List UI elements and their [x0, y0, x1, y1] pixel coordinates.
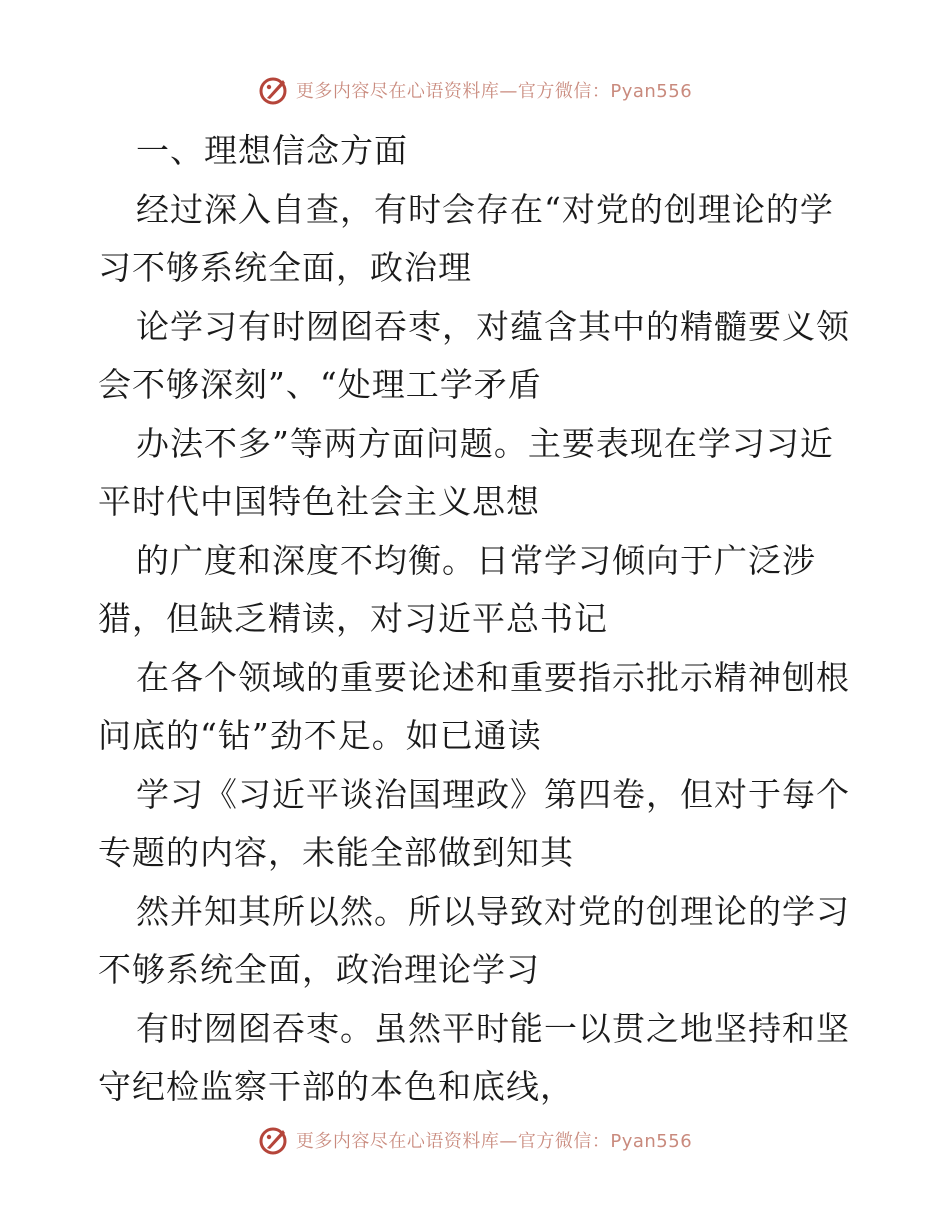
- text-line: 经过深入自查，有时会存在“对党的创理论的学: [136, 189, 834, 229]
- text-line: 有时囫囵吞枣。虽然平时能一以贯之地坚持和坚: [136, 1008, 850, 1048]
- text-line: 平时代中国特色社会主义思想: [98, 482, 540, 521]
- text-line: 一、理想信念方面: [136, 131, 408, 170]
- watermark-text: 更多内容尽在心语资料库—官方微信：Pyan556: [295, 81, 693, 102]
- quill-pen-circle-icon: [258, 74, 290, 106]
- text-line: 专题的内容，未能全部做到知其: [98, 833, 574, 872]
- text-line: 猎，但缺乏精读，对习近平总书记: [98, 599, 608, 638]
- quill-pen-circle-icon: [258, 1124, 290, 1156]
- document-body: [98, 122, 858, 1117]
- text-line: 学习《习近平谈治国理政》第四卷，但对于每个: [136, 774, 850, 814]
- text-line: 在各个领域的重要论述和重要指示批示精神刨根: [136, 657, 850, 697]
- text-line: 习不够系统全面，政治理: [98, 248, 472, 287]
- footer-watermark: [0, 1120, 950, 1160]
- text-line: 不够系统全面，政治理论学习: [98, 950, 540, 989]
- text-line: 会不够深刻”、“处理工学矛盾: [98, 365, 542, 404]
- watermark-text: 更多内容尽在心语资料库—官方微信：Pyan556: [295, 1131, 693, 1152]
- text-line: 办法不多”等两方面问题。主要表现在学习习近: [136, 423, 834, 463]
- text-line: 论学习有时囫囵吞枣，对蕴含其中的精髓要义领: [136, 306, 850, 346]
- text-line: 守纪检监察干部的本色和底线，: [98, 1067, 574, 1106]
- header-watermark: [0, 70, 950, 110]
- text-line: 然并知其所以然。所以导致对党的创理论的学习: [136, 891, 850, 931]
- text-line: 的广度和深度不均衡。日常学习倾向于广泛涉: [136, 540, 816, 580]
- text-line: 问底的“钻”劲不足。如已通读: [98, 716, 542, 755]
